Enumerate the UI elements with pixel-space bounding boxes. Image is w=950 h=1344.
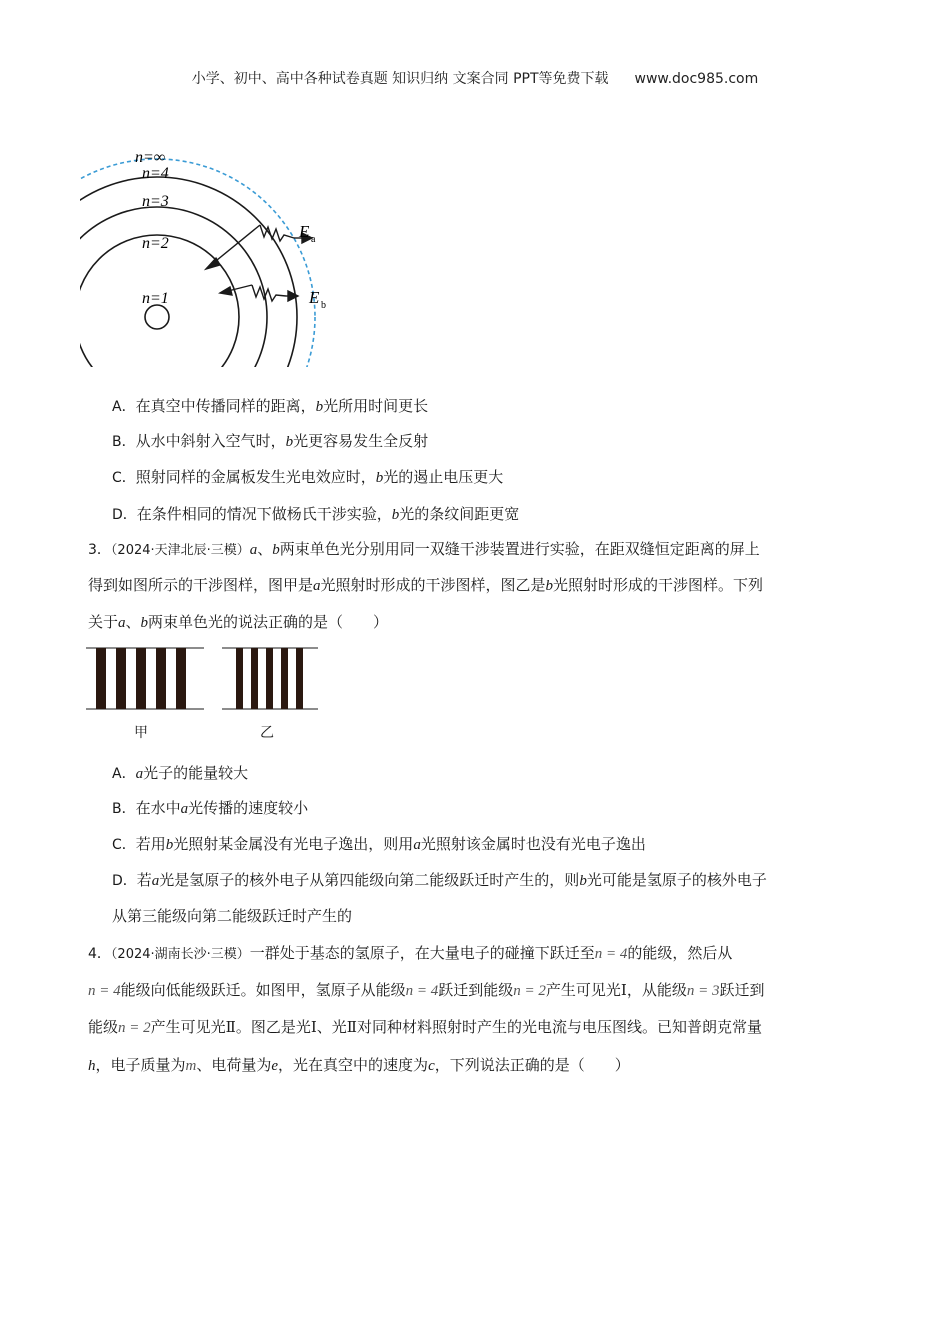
caption-jia: 甲 [134,725,148,741]
level-label-2: n=2 [142,235,169,252]
level-label-3: n=3 [142,193,169,210]
q3-stem-line1: 3．（2024·天津北辰·三模）a、b两束单色光分别用同一双缝干涉装置进行实验，在距双缝恒定距离的屏上 [88,540,760,558]
interference-patterns [86,646,326,712]
orbit-n-infinity [80,159,315,375]
q3-option-a: A．a光子的能量较大 [112,764,249,782]
q4-stem-line2: n = 4能级向低能级跃迁。如图甲，氢原子从能级n = 4跃迁到能级n = 2产生可见光Ⅰ，从能级n = 3跃迁到 [88,981,765,999]
energy-a-label: E [299,222,310,241]
level-label-1: n=1 [142,290,169,307]
pattern-yi [222,648,318,709]
caption-yi: 乙 [260,725,274,741]
orbit-n3 [80,207,267,375]
q4-stem-line1: 4．（2024·湖南长沙·三模）一群处于基态的氢原子，在大量电子的碰撞下跃迁至n = 4的能级，然后从 [88,944,733,962]
fringe [116,648,126,709]
orbit-n1 [145,305,169,329]
header-site: www.doc985.com [634,71,759,87]
pattern-jia [86,648,204,709]
q2-option-c: C．照射同样的金属板发生光电效应时，b光的遏止电压更大 [112,468,504,486]
q3-stem-line2: 得到如图所示的干涉图样，图甲是a光照射时形成的干涉图样，图乙是b光照射时形成的干涉图样。下列 [88,576,764,594]
q2-option-a: A．在真空中传播同样的距离，b光所用时间更长 [112,397,429,415]
q4-stem-line3: 能级n = 2产生可见光Ⅱ。图乙是光Ⅰ、光Ⅱ对同种材料照射时产生的光电流与电压图线。已知普朗克常量 [88,1018,762,1036]
fringe [156,648,166,709]
header-text: 小学、初中、高中各种试卷真题 知识归纳 文案合同 PPT等免费下载 [191,71,609,87]
energy-b-label: E [309,288,320,307]
level-label-inf: n=∞ [135,149,166,166]
q3-stem-line3: 关于a、b两束单色光的说法正确的是（ ） [88,613,389,631]
energy-level-diagram [80,145,340,375]
page-header [0,68,950,88]
q3-option-c: C．若用b光照射某金属没有光电子逸出，则用a光照射该金属时也没有光电子逸出 [112,835,646,853]
fringe [236,648,243,709]
fringe [251,648,258,709]
fringe [266,648,273,709]
photon-b-wave [252,285,286,301]
q3-option-d: D．若a光是氢原子的核外电子从第四能级向第二能级跃迁时产生的，则b光可能是氢原子的核外电子 [112,871,767,889]
orbit-n4 [80,177,297,375]
q3-option-d-line2: 从第三能级向第二能级跃迁时产生的 [112,907,353,925]
energy-a-sub: a [311,234,316,245]
fringe [296,648,303,709]
energy-b-sub: b [321,300,326,311]
q3-option-b: B．在水中a光传播的速度较小 [112,799,309,817]
fringe [176,648,186,709]
q4-stem-line4: h，电子质量为m、电荷量为e，光在真空中的速度为c，下列说法正确的是（ ） [88,1056,630,1074]
fringe [96,648,106,709]
fringe [281,648,288,709]
q2-option-d: D．在条件相同的情况下做杨氏干涉实验，b光的条纹间距更宽 [112,505,520,523]
level-label-4: n=4 [142,165,169,182]
q2-option-b: B．从水中斜射入空气时，b光更容易发生全反射 [112,432,429,450]
fringe [136,648,146,709]
